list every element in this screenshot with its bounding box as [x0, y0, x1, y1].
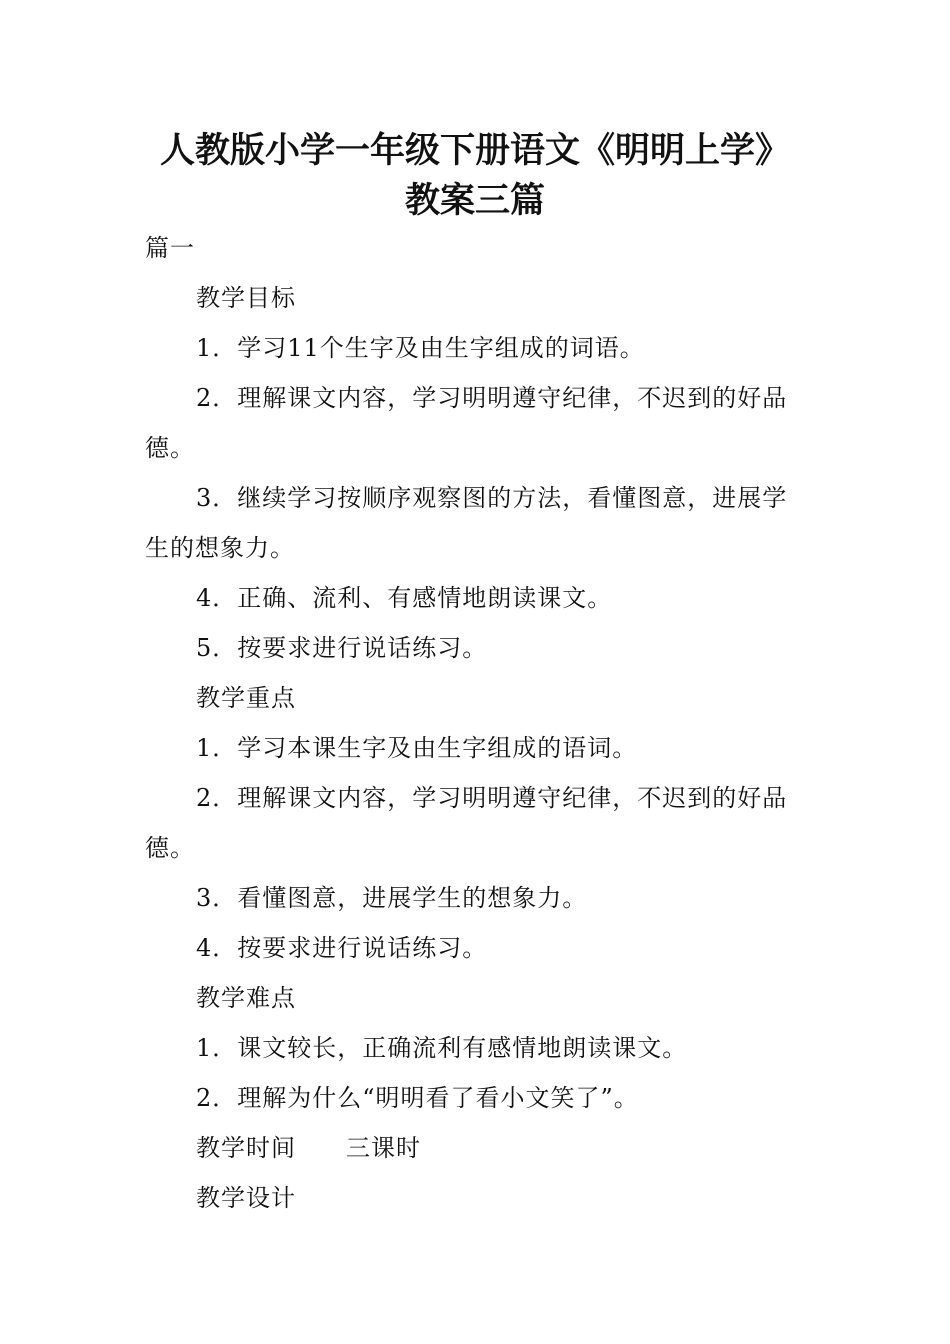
difficult-points-heading: 教学难点 — [196, 984, 296, 1012]
key-point-item: 4．按要求进行说话练习。 — [196, 934, 488, 962]
goal-item: 3．继续学习按顺序观察图的方法，看懂图意，进展学 — [196, 484, 788, 512]
difficult-point-item: 2．理解为什么“明明看了看小文笑了”。 — [196, 1084, 639, 1112]
key-point-item: 3．看懂图意，进展学生的想象力。 — [196, 884, 588, 912]
design-heading: 教学设计 — [196, 1184, 296, 1212]
goal-item-continuation: 生的想象力。 — [145, 534, 295, 562]
goals-heading: 教学目标 — [196, 284, 296, 312]
difficult-point-item: 1．课文较长，正确流利有感情地朗读课文。 — [196, 1034, 688, 1062]
goal-item: 1．学习11个生字及由生字组成的词语。 — [196, 334, 645, 362]
key-point-item-continuation: 德。 — [145, 834, 195, 862]
goal-item: 2．理解课文内容，学习明明遵守纪律，不迟到的好品 — [196, 384, 788, 412]
section-label: 篇一 — [145, 234, 195, 262]
teaching-time-line: 教学时间 三课时 — [196, 1134, 421, 1162]
goal-item: 5．按要求进行说话练习。 — [196, 634, 488, 662]
key-points-heading: 教学重点 — [196, 684, 296, 712]
goal-item-continuation: 德。 — [145, 434, 195, 462]
document-title-line-2: 教案三篇 — [404, 181, 545, 221]
goal-item: 4．正确、流利、有感情地朗读课文。 — [196, 584, 613, 612]
key-point-item: 1．学习本课生字及由生字组成的语词。 — [196, 734, 638, 762]
document-title-line-1: 人教版小学一年级下册语文《明明上学》 — [159, 131, 790, 171]
key-point-item: 2．理解课文内容，学习明明遵守纪律，不迟到的好品 — [196, 784, 788, 812]
